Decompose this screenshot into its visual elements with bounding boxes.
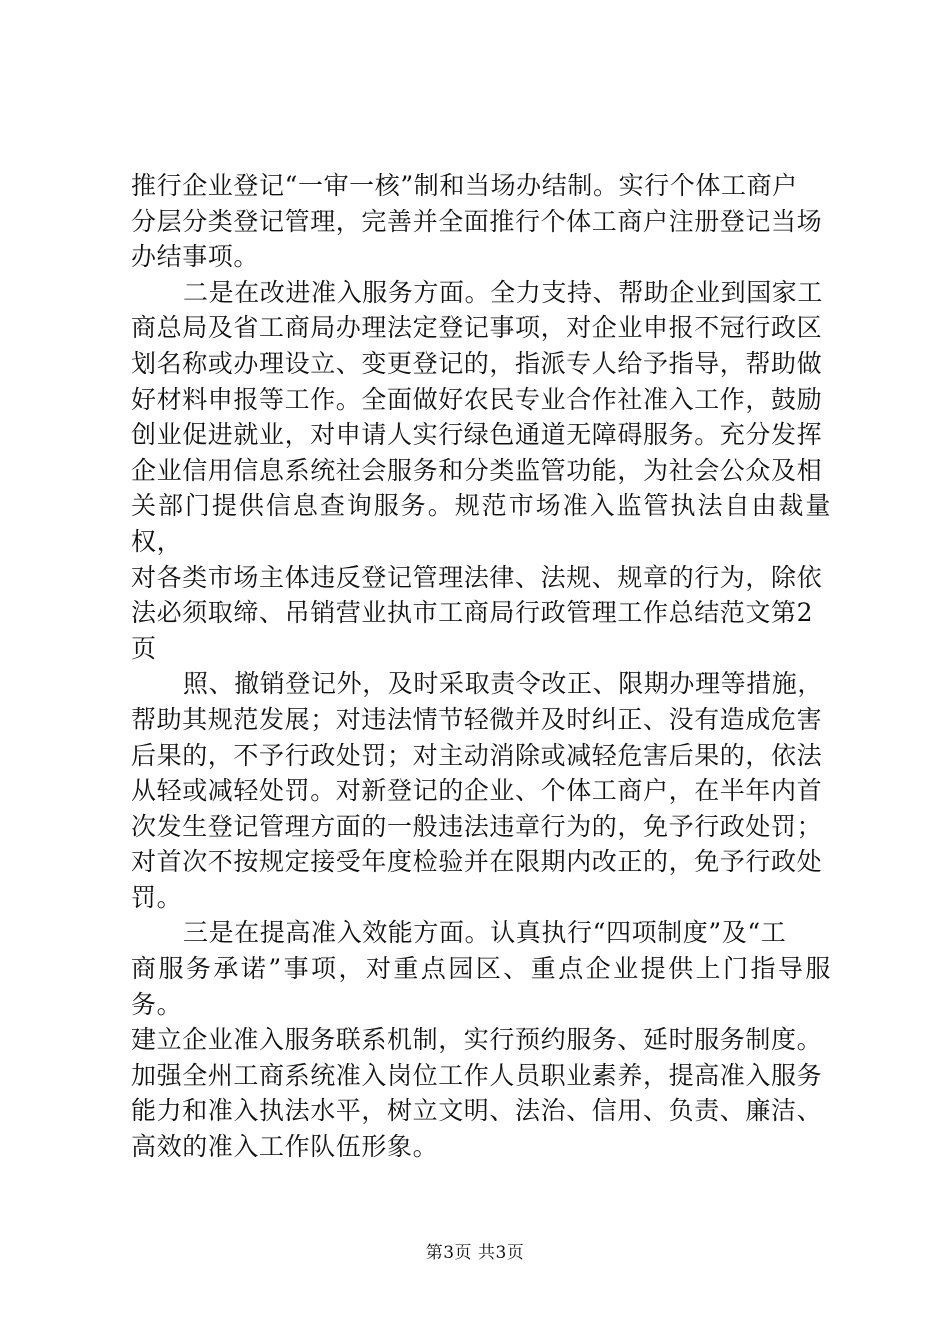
line: 二是在改进准入服务方面。全力支持、帮助企业到国家工	[183, 277, 824, 307]
paragraph-1	[131, 168, 831, 275]
line: 推行企业登记“一审一核”制和当场办结制。实行个体工商户	[131, 171, 798, 200]
line: 办结事项。	[131, 242, 260, 272]
page-number: 第3页 共3页	[425, 1243, 525, 1263]
line: 罚。	[131, 882, 183, 912]
line: 法必须取缔、吊销营业执市工商局行政管理工作总结范文第2	[131, 598, 814, 628]
line: 页	[131, 633, 157, 663]
line: 分层分类登记管理，完善并全面推行个体工商户注册登记当场	[131, 206, 823, 236]
paragraph-2	[131, 275, 831, 667]
line: 次发生登记管理方面的一般违法违章行为的，免予行政处罚；	[131, 811, 823, 841]
line: 加强全州工商系统准入岗位工作人员职业素养，提高准入服务	[131, 1060, 823, 1090]
line: 帮助其规范发展；对违法情节轻微并及时纠正、没有造成危害	[131, 704, 823, 734]
line: 后果的，不予行政处罚；对主动消除或减轻危害后果的，依法	[131, 740, 823, 770]
document-body	[131, 168, 831, 1165]
line: 企业信用信息系统社会服务和分类监管功能，为社会公众及相	[131, 455, 823, 485]
line: 从轻或减轻处罚。对新登记的企业、个体工商户，在半年内首	[131, 776, 823, 806]
line: 高效的准入工作队伍形象。	[131, 1132, 439, 1162]
page-footer	[0, 1242, 950, 1264]
line: 关部门提供信息查询服务。规范市场准入监管执法自由裁量权，	[131, 491, 831, 556]
line: 好材料申报等工作。全面做好农民专业合作社准入工作，鼓励	[131, 384, 823, 414]
paragraph-3	[131, 666, 831, 915]
line: 创业促进就业，对申请人实行绿色通道无障碍服务。充分发挥	[131, 420, 823, 450]
line: 建立企业准入服务联系机制，实行预约服务、延时服务制度。	[131, 1025, 823, 1055]
line: 商总局及省工商局办理法定登记事项，对企业申报不冠行政区	[131, 313, 823, 343]
paragraph-4	[131, 915, 831, 1164]
line: 三是在提高准入效能方面。认真执行“四项制度”及“工	[183, 918, 787, 948]
line: 照、撤销登记外，及时采取责令改正、限期办理等措施，	[183, 669, 824, 699]
line: 对各类市场主体违反登记管理法律、法规、规章的行为，除依	[131, 562, 823, 592]
line: 商服务承诺”事项，对重点园区、重点企业提供上门指导服务。	[131, 954, 831, 1019]
line: 能力和准入执法水平，树立文明、法治、信用、负责、廉洁、	[131, 1096, 823, 1126]
line: 划名称或办理设立、变更登记的，指派专人给予指导，帮助做	[131, 348, 823, 378]
line: 对首次不按规定接受年度检验并在限期内改正的，免予行政处	[131, 847, 823, 877]
